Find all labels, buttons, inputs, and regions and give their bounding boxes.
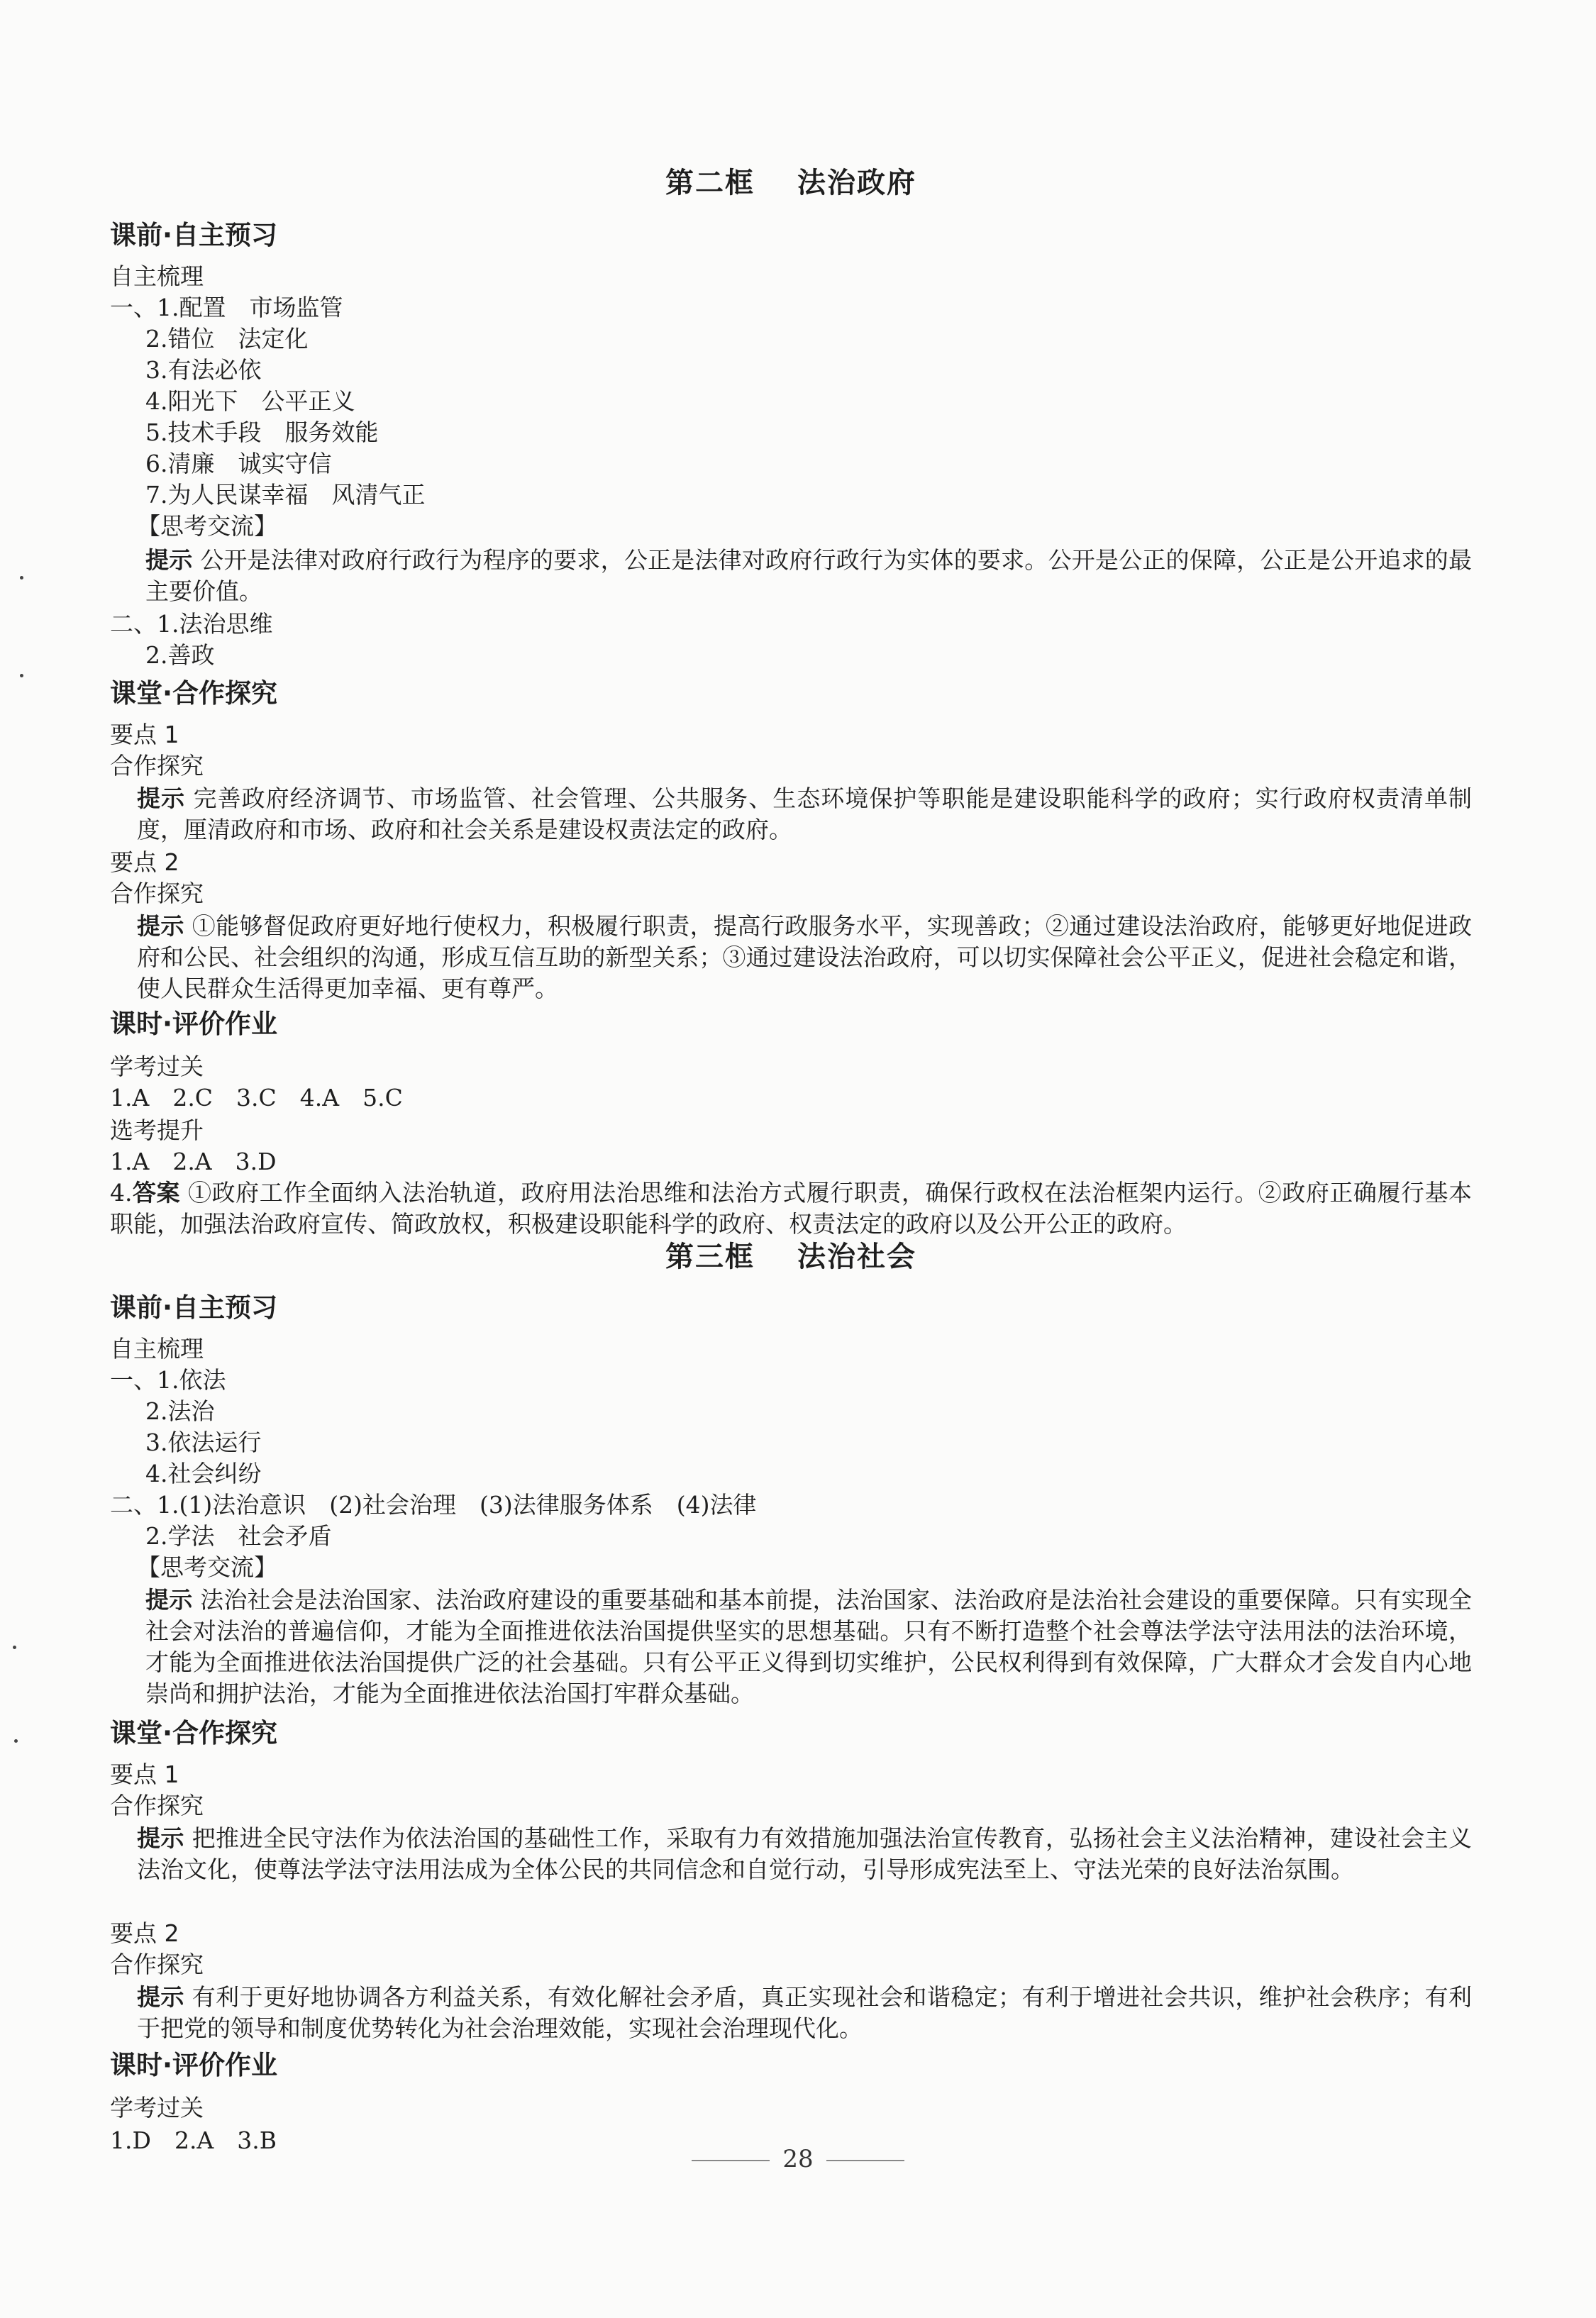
label-cooperation: 合作探究 <box>110 1951 204 1978</box>
answer-label: 答案 <box>132 1179 181 1207</box>
answer-line: 1.D 2.A 3.B <box>110 2126 277 2154</box>
label-key-point-1: 要点 1 <box>110 1760 179 1788</box>
section-title-prefix: 第二框 <box>665 166 755 199</box>
tip-label: 提示 <box>137 1983 184 2011</box>
label-self-sort: 自主梳理 <box>110 1335 204 1363</box>
heading-classroom: 课堂·合作探究 <box>110 678 278 709</box>
margin-speck <box>20 576 23 580</box>
tip-label: 提示 <box>145 546 193 574</box>
tip-text: 完善政府经济调节、市场监管、社会管理、公共服务、生态环境保护等职能是建设职能科学的政府；实行政府权责清单制度，厘清政府和市场、政府和社会关系是建设权责法定的政府。 <box>137 784 1473 843</box>
answer-line: 7.为人民谋幸福 风清气正 <box>145 481 426 509</box>
label-self-sort: 自主梳理 <box>110 262 204 290</box>
key-point-1-paragraph <box>137 1823 1472 1885</box>
tip-text: 公开是法律对政府行政行为程序的要求，公正是法律对政府行政行为实体的要求。公开是公正的保障，公正是公开追求的最主要价值。 <box>145 546 1473 605</box>
page-number: 28 <box>782 2145 814 2173</box>
answer-line: 2.学法 社会矛盾 <box>145 1522 332 1550</box>
answer-line: 1.A 2.A 3.D <box>110 1148 277 1175</box>
tip-text: ①能够督促政府更好地行使权力，积极履行职责，提高行政服务水平，实现善政；②通过建设法治政府，能够更好地促进政府和公民、社会组织的沟通，形成互信互助的新型关系；③通过建设法治政府，可以切实保障社会公平正义，促进社会稳定和谐，使人民群众生活得更加幸福、更有尊严。 <box>137 912 1473 1002</box>
answer-line: 2.错位 法定化 <box>145 325 309 353</box>
margin-speck <box>13 1646 16 1649</box>
key-point-2-paragraph <box>137 911 1472 1004</box>
section-title-1 <box>110 167 1472 199</box>
label-basic: 学考过关 <box>110 1053 204 1080</box>
key-point-1-paragraph <box>137 783 1472 845</box>
label-key-point-1: 要点 1 <box>110 721 179 748</box>
answer-line: 一、1.配置 市场监管 <box>110 294 343 321</box>
label-key-point-2: 要点 2 <box>110 848 179 876</box>
question-4-answer <box>110 1177 1472 1240</box>
think-paragraph <box>145 1585 1472 1709</box>
answer-line: 4.社会纠纷 <box>145 1460 262 1487</box>
label-basic: 学考过关 <box>110 2094 204 2122</box>
margin-speck <box>14 1739 18 1743</box>
answer-line: 2.法治 <box>145 1397 215 1425</box>
heading-homework: 课时·评价作业 <box>110 2050 278 2080</box>
label-cooperation: 合作探究 <box>110 752 204 780</box>
answer-line: 6.清廉 诚实守信 <box>145 450 332 477</box>
section-title-text: 法治政府 <box>797 166 916 199</box>
tip-text: 有利于更好地协调各方利益关系，有效化解社会矛盾，真正实现社会和谐稳定；有利于增进社会共识，维护社会秩序；有利于把党的领导和制度优势转化为社会治理效能，实现社会治理现代化。 <box>137 1983 1473 2042</box>
label-key-point-2: 要点 2 <box>110 1919 179 1947</box>
answer-line: 4.阳光下 公平正义 <box>145 387 355 415</box>
footer-rule-right <box>826 2160 904 2161</box>
heading-homework: 课时·评价作业 <box>110 1009 278 1039</box>
answer-line: 5.技术手段 服务效能 <box>145 418 379 446</box>
label-think: 【思考交流】 <box>137 512 277 540</box>
answer-line: 1.A 2.C 3.C 4.A 5.C <box>110 1084 403 1111</box>
tip-label: 提示 <box>137 912 184 940</box>
answer-line: 3.依法运行 <box>145 1429 262 1456</box>
section-title-2 <box>110 1241 1472 1272</box>
page-footer <box>0 2145 1596 2173</box>
answer-line: 2.善政 <box>145 641 215 669</box>
tip-text: 把推进全民守法作为依法治国的基础性工作，采取有力有效措施加强法治宣传教育，弘扬社会主义法治精神，建设社会主义法治文化，使尊法学法守法用法成为全体公民的共同信念和自觉行动，引导形成宪法至上、守法光荣的良好法治氛围。 <box>137 1824 1473 1883</box>
heading-preview: 课前·自主预习 <box>110 1292 278 1323</box>
answer-line: 二、1.(1)法治意识 (2)社会治理 (3)法律服务体系 (4)法律 <box>110 1491 757 1519</box>
label-cooperation: 合作探究 <box>110 880 204 907</box>
answer-line: 3.有法必依 <box>145 356 262 384</box>
tip-label: 提示 <box>137 1824 184 1852</box>
key-point-2-paragraph <box>137 1982 1472 2044</box>
section-title-text: 法治社会 <box>797 1240 916 1273</box>
label-advanced: 选考提升 <box>110 1116 204 1144</box>
answer-line: 一、1.依法 <box>110 1366 226 1394</box>
footer-rule-left <box>692 2160 770 2161</box>
heading-preview: 课前·自主预习 <box>110 220 278 250</box>
think-paragraph <box>145 545 1472 607</box>
answer-line: 二、1.法治思维 <box>110 610 273 638</box>
section-title-prefix: 第三框 <box>665 1240 755 1273</box>
margin-speck <box>20 674 23 677</box>
tip-text: 法治社会是法治国家、法治政府建设的重要基础和基本前提，法治国家、法治政府是法治社会建设的重要保障。只有实现全社会对法治的普遍信仰，才能为全面推进依法治国提供坚实的思想基础。只有不断打造整个社会尊法学法守法用法的法治环境，才能为全面推进依法治国提供广泛的社会基础。只有公平正义得到切实维护，公民权利得到有效保障，广大群众才会发自内心地崇尚和拥护法治，才能为全面推进依法治国打牢群众基础。 <box>145 1586 1473 1707</box>
label-cooperation: 合作探究 <box>110 1792 204 1819</box>
heading-classroom: 课堂·合作探究 <box>110 1718 278 1748</box>
tip-label: 提示 <box>137 784 186 812</box>
tip-label: 提示 <box>145 1586 193 1614</box>
answer-text: ①政府工作全面纳入法治轨道，政府用法治思维和法治方式履行职责，确保行政权在法治框架内运行。②政府正确履行基本职能，加强法治政府宣传、简政放权，积极建设职能科学的政府、权责法定的政府以及公开公正的政府。 <box>110 1179 1473 1238</box>
question-number: 4. <box>110 1179 133 1207</box>
label-think: 【思考交流】 <box>137 1553 277 1581</box>
